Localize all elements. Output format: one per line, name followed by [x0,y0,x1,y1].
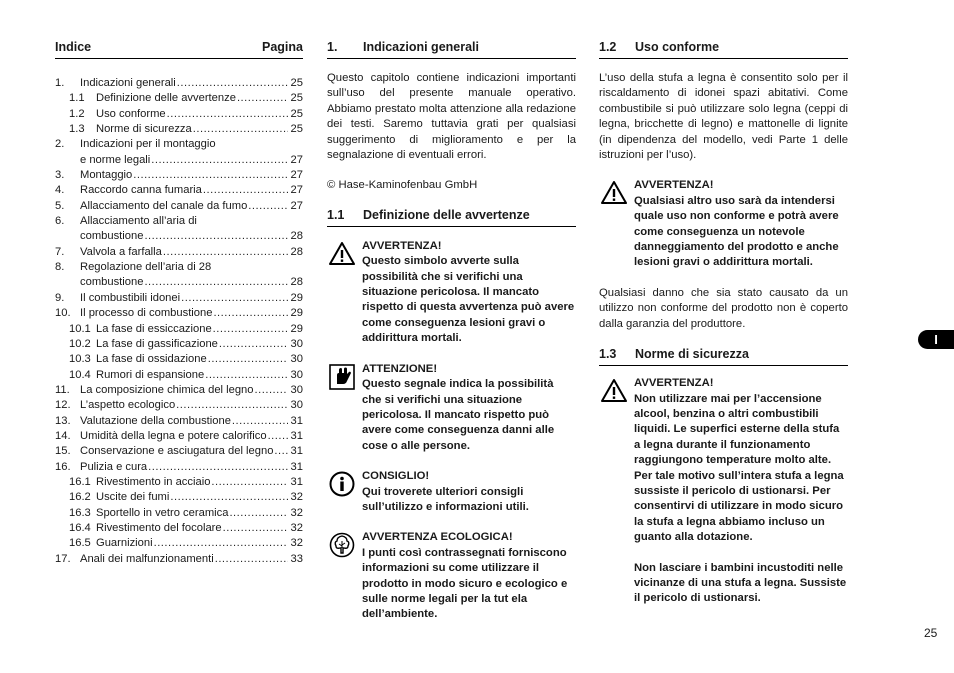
toc-entry-page: 25 [290,123,303,136]
notice-attention [327,362,576,454]
toc-leader-dots [213,322,288,337]
info-icon [329,471,355,497]
toc-leader-dots [211,475,288,490]
toc-leader-dots [144,229,288,244]
toc-entry-number: 11. [55,383,70,396]
toc-entry-page: 31 [290,445,303,458]
toc-leader-dots [151,153,288,168]
eco-tree-icon [329,532,355,558]
toc-entry[interactable] [55,444,303,459]
toc-entry-title: Uscite dei fumi [96,491,170,504]
toc-entry-title: La composizione chimica del legno [80,383,254,396]
toc-entry-page: 28 [290,230,303,243]
toc-entry-title: La fase di ossidazione [96,353,207,366]
toc-entry-title: Pulizia e cura [80,460,148,473]
toc-entry-number: 10.1 [69,322,91,335]
toc-entry-number: 1.2 [69,107,85,120]
toc-entry-title: Raccordo canna fumaria [80,184,202,197]
toc-entry-title: Indicazioni generali [80,77,176,89]
section-1-2-heading [599,40,848,59]
toc-entry-number: 15. [55,445,71,458]
notice-tip [327,469,576,515]
notice-title: AVVERTENZA! [634,377,714,390]
toc-entry-number: 14. [55,429,71,442]
toc-leader-dots [268,429,288,444]
toc-leader-dots [167,107,288,122]
section-title: Indicazioni generali [363,40,479,54]
toc-entry[interactable] [55,153,303,168]
toc-entry-title: Il processo di combustione [80,307,213,320]
section-number: 1.2 [599,40,617,54]
toc-entry-title: Allacciamento del canale da fumo [80,199,248,212]
toc-entry[interactable] [55,352,303,367]
notice-title: ATTENZIONE! [362,362,438,375]
toc-leader-dots [176,398,288,413]
notice-text: Qualsiasi altro uso sarà da intendersi quale uso non conforme e potrà avere come conseguenza un notevole danneggiamento del prodotto e anche lesioni gravi o addirittura mortali. [634,194,839,269]
index-title: Indice [55,40,92,54]
toc-entry[interactable] [55,275,303,290]
toc-entry[interactable] [55,521,303,536]
notice-text: Non lasciare i bambini incustoditi nelle vicinanze di una stufa a legna. Sussiste il pericolo di ustionarsi. [634,561,847,605]
toc-entry-number: 16.5 [69,537,91,550]
language-tab[interactable]: I [918,330,954,349]
toc-leader-dots [255,383,288,398]
toc-entry-number: 9. [55,291,65,304]
toc-leader-dots [223,521,288,536]
toc-leader-dots [232,414,288,429]
toc-entry-number: 16.4 [69,521,91,534]
toc-entry-page: 30 [290,353,303,366]
toc-entry[interactable] [55,368,303,383]
notice-title: CONSIGLIO! [362,470,430,483]
toc-leader-dots [248,199,288,214]
toc-entry[interactable] [55,398,303,413]
toc-leader-dots [213,306,288,321]
copyright-text: © Hase-Kaminofenbau GmbH [327,179,478,192]
toc-entry-number: 10.4 [69,368,91,381]
toc-entry-page: 29 [290,322,303,335]
toc-entry-title: La fase di gassificazione [96,337,218,350]
section-title: Uso conforme [635,40,720,54]
toc-leader-dots [154,536,288,551]
toc-entry-number: 2. [55,138,65,151]
toc-entry-page: 31 [290,429,303,442]
section-number: 1. [327,40,338,54]
toc-entry-page: 27 [290,184,303,197]
index-page-label: Pagina [262,40,303,54]
toc-entry-page: 33 [290,552,303,565]
toc-entry[interactable] [55,475,303,490]
toc-entry-title: Anali dei malfunzionamenti [80,552,214,565]
toc-entry-title: Guarnizioni [96,537,153,550]
toc-entry-page: 30 [290,337,303,350]
toc-entry[interactable] [55,536,303,551]
toc-entry-title: Rivestimento in acciaio [96,475,211,488]
toc-entry-number: 16.1 [69,475,91,488]
toc-entry[interactable] [55,183,303,198]
toc-entry-number: 10. [55,307,71,320]
toc-entry-number: 7. [55,245,65,258]
toc-entry-number: 8. [55,261,65,274]
notice-warning [599,178,848,270]
notice-text: Questo segnale indica la possibilità che si verifichi una situazione pericolosa. Il mancato rispetto può avere come conseguenza danni alle cose o alle persone. [362,378,555,452]
toc-entry-number: 16.2 [69,491,91,504]
toc-leader-dots [144,275,288,290]
toc-entry-page: 27 [290,153,303,166]
toc-leader-dots [208,352,288,367]
toc-entry-number: 10.3 [69,353,91,366]
toc-entry-page: 30 [290,383,303,396]
toc-entry[interactable] [55,322,303,337]
toc-entry-page: 31 [290,414,303,427]
toc-entry-number: 13. [55,414,71,427]
toc-entry-title: e norme legali [80,153,151,166]
toc-entry-page: 32 [290,491,303,504]
section-1-1-heading [327,208,576,227]
section-title: Definizione delle avvertenze [363,207,530,222]
toc-entry-number: 1. [55,77,65,89]
notice-text: Questo simbolo avverte sulla possibilità che si verifichi una situazione pericolosa. Il mancato rispetto di questa avvertenza può avere come conseguenza lesioni gravi o addirittura mortali. [362,255,575,345]
hand-attention-icon [329,364,355,390]
toc-entry[interactable] [55,337,303,352]
toc-leader-dots [215,552,288,567]
toc-entry-number: 16. [55,460,71,473]
toc-entry-title: Rumori di espansione [96,368,205,381]
notice-eco [327,530,576,622]
toc-entry-title: combustione [80,230,144,243]
toc-entry-page: 25 [290,107,303,120]
toc-entry-title: Conservazione e asciugatura del legno [80,445,274,458]
warning-triangle-icon [601,378,627,404]
toc-entry[interactable] [55,122,303,137]
toc-leader-dots [219,337,288,352]
toc-leader-dots [181,291,288,306]
toc-entry[interactable] [55,260,303,275]
toc-entry-page: 27 [290,199,303,212]
toc-entry[interactable] [55,76,303,91]
toc-leader-dots [148,460,288,475]
toc-entry-page: 30 [290,368,303,381]
toc-entry[interactable] [55,552,303,567]
toc-entry-title: Sportello in vetro ceramica [96,506,229,519]
toc-entry-page: 28 [290,245,303,258]
toc-entry[interactable] [55,506,303,521]
toc-entry-page: 29 [290,307,303,320]
toc-entry-number: 5. [55,199,65,212]
toc-entry-title: Il combustibili idonei [80,291,181,304]
toc-entry-page: 25 [290,77,303,89]
toc-entry[interactable] [55,291,303,306]
notice-text: I punti così contrassegnati forniscono informazioni su come utilizzare il prodotto in modo sicuro e ecologico e sulle norme legali per la tut ela dell’ambiente. [362,546,568,621]
toc-entry[interactable] [55,214,303,229]
notice-warning [599,376,848,607]
notice-title: AVVERTENZA ECOLOGICA! [362,531,513,544]
notice-text: Non utilizzare mai per l’accensione alcool, benzina o altri combustibili liquidi. Le superfici esterne della stufa a legna durante il funzionamento raggiungono temperature molto alte. Per tale motivo sull’intera stufa a legna sussiste il pericolo di ustionarsi. Per consentirvi di utilizzare in modo sicuro la stufa a legna abbiamo incluso un guanto alla dotazione. [634,392,844,544]
toc-entry-number: 16.3 [69,506,91,519]
notice-title: AVVERTENZA! [634,179,714,192]
toc-leader-dots [177,76,288,91]
notice-title: AVVERTENZA! [362,239,442,252]
table-of-contents [55,76,303,567]
toc-entry-title: Umidità della legna e potere calorifico [80,429,267,442]
toc-leader-dots [274,444,288,459]
toc-entry[interactable] [55,245,303,260]
toc-entry-title: L’aspetto ecologico [80,399,176,412]
notice-text: Qui troverete ulteriori consigli sull’utilizzo e informazioni utili. [362,485,529,513]
toc-entry-title: Allacciamento all’aria di [80,215,197,228]
toc-entry-page: 31 [290,460,303,473]
toc-entry-page: 31 [290,475,303,488]
toc-leader-dots [163,245,288,260]
toc-entry[interactable] [55,107,303,122]
toc-leader-dots [237,91,288,106]
general-info-column [327,40,576,623]
toc-leader-dots [203,183,288,198]
toc-leader-dots [170,490,288,505]
toc-entry-page: 32 [290,506,303,519]
toc-entry-title: Valutazione della combustione [80,414,231,427]
index-column [55,40,303,567]
toc-entry[interactable] [55,490,303,505]
toc-entry-title: Definizione delle avvertenze [96,92,236,105]
intro-paragraph: Questo capitolo contiene indicazioni importanti sull’uso del presente manuale operativo. Abbiamo prestato molta attenzione alla redazione dei testi. Saremo tuttavia grati per qualsiasi suggerimento di miglioramento e per la segnalazione di eventuali errori. [327,72,576,162]
toc-entry-title: Norme di sicurezza [96,123,192,136]
warning-triangle-icon [329,241,355,267]
toc-entry-title: Rivestimento del focolare [96,521,222,534]
section-1-heading [327,40,576,59]
warning-triangle-icon [601,180,627,206]
toc-entry-title: Uso conforme [96,107,166,120]
toc-entry-page: 28 [290,276,303,289]
warranty-paragraph: Qualsiasi danno che sia stato causato da un utilizzo non conforme del prodotto non è coperto dalla garanzia del produttore. [599,286,848,330]
toc-entry[interactable] [55,306,303,321]
toc-entry[interactable] [55,229,303,244]
toc-entry[interactable] [55,383,303,398]
notice-warning [327,239,576,347]
toc-leader-dots [205,368,288,383]
toc-entry-title: La fase di essiccazione [96,322,212,335]
page-number: 25 [924,626,938,640]
toc-leader-dots [133,168,288,183]
toc-entry-page: 30 [290,399,303,412]
toc-entry-number: 17. [55,552,71,565]
toc-entry-number: 6. [55,215,65,228]
toc-entry-page: 32 [290,537,303,550]
toc-entry[interactable] [55,414,303,429]
toc-entry[interactable] [55,460,303,475]
toc-entry[interactable] [55,429,303,444]
toc-entry-title: Regolazione dell’aria di 28 [80,261,212,274]
toc-entry-title: Indicazioni per il montaggio [80,138,216,151]
toc-entry-number: 10.2 [69,337,91,350]
toc-entry-page: 32 [290,521,303,534]
section-number: 1.3 [599,347,617,362]
intended-use-paragraph: L’uso della stufa a legna è consentito solo per il riscaldamento di idonei spazi abitativi. Come combustibile si può utilizzare solo legna (ceppi di legna, bricchette di legno) e mattonelle di lignite (in dipendenza del modello, vedi Parte 1 delle istruzioni per l’uso). [599,72,848,162]
toc-entry[interactable] [55,168,303,183]
toc-entry-number: 1.3 [69,123,85,136]
toc-entry-number: 4. [55,184,65,197]
toc-leader-dots [229,506,288,521]
toc-entry-title: Valvola a farfalla [80,245,162,258]
toc-entry-number: 1.1 [69,92,85,105]
toc-entry-title: combustione [80,276,144,289]
toc-entry-number: 3. [55,169,65,182]
usage-safety-column [599,40,848,607]
toc-leader-dots [193,122,288,137]
toc-entry-title: Montaggio [80,169,133,182]
index-header [55,40,303,59]
section-number: 1.1 [327,207,345,222]
toc-entry-page: 29 [290,291,303,304]
toc-entry[interactable] [55,199,303,214]
section-1-3-heading [599,347,848,366]
toc-entry-page: 27 [290,169,303,182]
section-title: Norme di sicurezza [635,347,749,362]
toc-entry[interactable] [55,137,303,152]
toc-entry[interactable] [55,91,303,106]
toc-entry-page: 25 [290,92,303,105]
toc-entry-number: 12. [55,399,71,412]
